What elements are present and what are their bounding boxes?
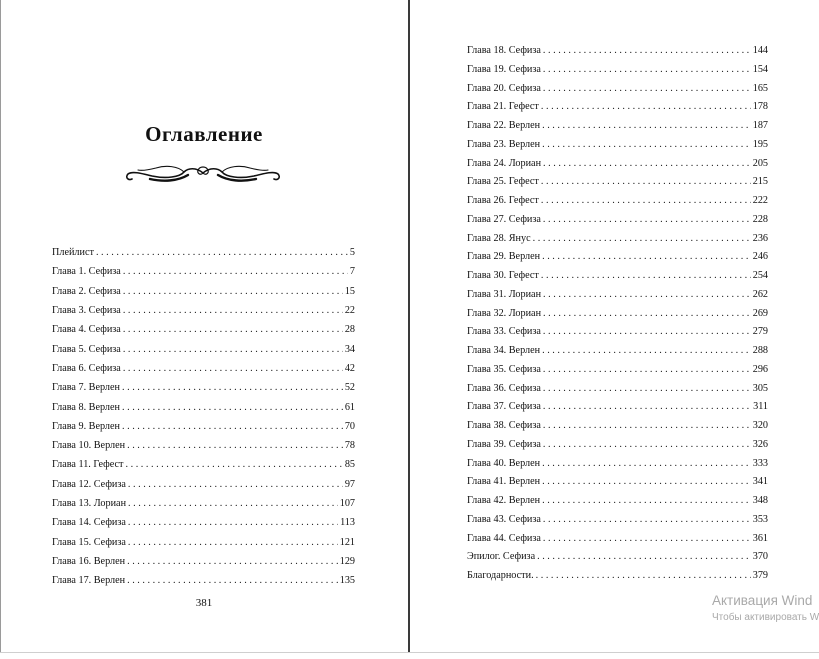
- toc-entry-label: Глава 38. Сефиза: [467, 420, 541, 431]
- toc-entry-page: 348: [752, 495, 768, 506]
- dot-leader: [543, 83, 751, 95]
- dot-leader: [543, 308, 751, 320]
- toc-entry-page: 113: [340, 517, 355, 529]
- toc-entry-label: Благодарности.: [467, 570, 534, 581]
- toc-entry[interactable]: [467, 514, 768, 533]
- toc-entry-page: 144: [752, 45, 768, 56]
- toc-entry-label: Глава 4. Сефиза: [52, 324, 121, 336]
- toc-entry-page: 326: [752, 438, 768, 450]
- windows-activation-watermark: [712, 593, 819, 625]
- toc-entry-page: 269: [752, 307, 768, 319]
- toc-entry[interactable]: [467, 120, 768, 139]
- toc-entry-label: Глава 25. Гефест: [467, 176, 539, 188]
- toc-entry-page: 361: [752, 532, 768, 544]
- toc-entry[interactable]: [467, 176, 768, 195]
- dot-leader: [543, 383, 751, 395]
- toc-entry[interactable]: [52, 421, 355, 440]
- toc-entry-page: 107: [339, 498, 355, 510]
- dot-leader: [543, 514, 751, 526]
- dot-leader: [123, 324, 343, 336]
- dot-leader: [128, 537, 338, 549]
- dot-leader: [122, 421, 343, 433]
- toc-entry[interactable]: [52, 498, 355, 517]
- toc-entry-page: 215: [752, 176, 768, 188]
- dot-leader: [542, 345, 751, 357]
- dot-leader: [123, 266, 348, 278]
- dot-leader: [543, 214, 751, 226]
- toc-entry-page: 34: [344, 343, 355, 355]
- toc-entry-label: Глава 41. Верлен: [467, 476, 541, 488]
- toc-entry-label: Глава 21. Гефест: [467, 101, 539, 113]
- toc-entry-page: 246: [752, 251, 768, 263]
- toc-entry[interactable]: [467, 570, 768, 589]
- toc-entry-label: Глава 10. Верлен: [52, 440, 126, 452]
- toc-entry[interactable]: [467, 551, 768, 570]
- toc-entry-page: 279: [752, 326, 768, 338]
- toc-entry[interactable]: [467, 83, 768, 102]
- dot-leader: [543, 533, 751, 545]
- dot-leader: [543, 326, 751, 338]
- toc-entry-label: Глава 16. Верлен: [52, 556, 126, 567]
- dot-leader: [123, 286, 343, 298]
- toc-entry-page: 320: [752, 420, 768, 431]
- toc-entry-page: 70: [344, 420, 355, 432]
- toc-entry-label: Глава 1. Сефиза: [52, 266, 121, 278]
- dot-leader: [541, 195, 751, 207]
- toc-entry[interactable]: [52, 556, 355, 575]
- dot-leader: [543, 158, 751, 170]
- toc-entry-label: Глава 24. Лориан: [467, 157, 542, 169]
- toc-entry-page: 341: [752, 476, 768, 488]
- toc-entry[interactable]: [467, 289, 768, 308]
- toc-entry-page: 305: [752, 382, 768, 394]
- toc-title: Оглавление: [145, 122, 263, 146]
- toc-entry-label: Глава 37. Сефиза: [467, 401, 541, 413]
- toc-entry[interactable]: [467, 158, 768, 177]
- dot-leader: [128, 517, 338, 529]
- toc-entry-page: 288: [752, 345, 768, 356]
- toc-entry[interactable]: [467, 383, 768, 402]
- toc-list-right: [467, 45, 768, 589]
- dot-leader: [541, 270, 751, 282]
- flourish-ornament: [122, 160, 284, 186]
- toc-entry-page: 85: [344, 459, 355, 471]
- dot-leader: [123, 363, 343, 375]
- toc-entry-label: Глава 33. Сефиза: [467, 326, 541, 338]
- toc-entry-label: Глава 2. Сефиза: [52, 285, 121, 297]
- toc-entry-label: Глава 44. Сефиза: [467, 532, 541, 544]
- toc-entry[interactable]: [52, 247, 355, 266]
- toc-entry-page: 296: [752, 363, 768, 375]
- toc-entry-page: 333: [752, 457, 768, 469]
- toc-entry[interactable]: [52, 305, 355, 324]
- toc-entry[interactable]: [52, 266, 355, 285]
- toc-entry-page: 61: [344, 401, 355, 413]
- toc-entry-label: Глава 31. Лориан: [467, 288, 542, 300]
- dot-leader: [127, 440, 343, 452]
- toc-entry[interactable]: [52, 575, 355, 594]
- toc-entry[interactable]: [467, 326, 768, 345]
- toc-entry-page: 236: [752, 232, 768, 244]
- toc-entry[interactable]: [52, 402, 355, 421]
- toc-entry-label: Глава 8. Верлен: [52, 401, 120, 413]
- dot-leader: [122, 402, 343, 414]
- toc-entry-page: 78: [344, 440, 355, 452]
- toc-entry-label: Глава 12. Сефиза: [52, 478, 126, 490]
- dot-leader: [122, 382, 343, 394]
- toc-entry-page: 187: [752, 120, 768, 131]
- toc-entry-page: 129: [339, 556, 355, 567]
- dot-leader: [536, 570, 751, 582]
- toc-entry-label: Эпилог. Сефиза: [467, 551, 536, 563]
- toc-entry-page: 154: [752, 63, 768, 75]
- toc-entry-label: Глава 3. Сефиза: [52, 304, 121, 316]
- toc-entry-label: Глава 34. Верлен: [467, 345, 541, 356]
- toc-entry[interactable]: [52, 363, 355, 382]
- toc-entry-label: Глава 40. Верлен: [467, 457, 541, 469]
- toc-entry-label: Глава 9. Верлен: [52, 420, 120, 432]
- toc-entry-page: 7: [349, 266, 355, 278]
- toc-entry[interactable]: [52, 344, 355, 363]
- toc-entry-page: 5: [349, 247, 355, 258]
- toc-entry[interactable]: [467, 214, 768, 233]
- spine-divider: [408, 0, 410, 658]
- toc-entry[interactable]: [467, 233, 768, 252]
- toc-entry-page: 205: [752, 157, 768, 169]
- dot-leader: [542, 495, 751, 507]
- dot-leader: [123, 344, 343, 356]
- toc-entry-page: 370: [752, 551, 768, 563]
- toc-entry[interactable]: [467, 345, 768, 364]
- toc-entry[interactable]: [467, 364, 768, 383]
- toc-entry-page: 222: [752, 195, 768, 206]
- toc-entry[interactable]: [467, 101, 768, 120]
- toc-list-left: [52, 247, 355, 595]
- toc-entry-label: Глава 42. Верлен: [467, 495, 541, 506]
- toc-entry[interactable]: [467, 401, 768, 420]
- toc-entry-page: 228: [752, 213, 768, 225]
- toc-entry-label: Глава 22. Верлен: [467, 120, 541, 131]
- watermark-subtitle: Чтобы активировать W: [712, 612, 819, 623]
- dot-leader: [543, 439, 751, 451]
- toc-entry[interactable]: [52, 517, 355, 536]
- toc-entry[interactable]: [467, 495, 768, 514]
- toc-entry[interactable]: [467, 270, 768, 289]
- toc-entry-label: Глава 43. Сефиза: [467, 513, 541, 525]
- toc-entry-label: Глава 13. Лориан: [52, 498, 127, 510]
- toc-entry[interactable]: [467, 64, 768, 83]
- toc-entry-page: 262: [752, 288, 768, 300]
- toc-entry[interactable]: [467, 195, 768, 214]
- toc-entry[interactable]: [52, 479, 355, 498]
- toc-entry-label: Глава 7. Верлен: [52, 382, 120, 394]
- toc-entry[interactable]: [52, 459, 355, 478]
- dot-leader: [543, 364, 751, 376]
- toc-entry-page: 311: [753, 401, 768, 413]
- toc-entry-label: Глава 11. Гефест: [52, 459, 124, 471]
- toc-entry-label: Глава 29. Верлен: [467, 251, 541, 263]
- dot-leader: [542, 458, 751, 470]
- dot-leader: [541, 176, 751, 188]
- dot-leader: [542, 139, 751, 151]
- toc-entry-label: Глава 18. Сефиза: [467, 45, 541, 56]
- toc-entry[interactable]: [467, 439, 768, 458]
- toc-entry-label: Глава 5. Сефиза: [52, 343, 121, 355]
- toc-entry-page: 42: [344, 362, 355, 374]
- dot-leader: [96, 247, 348, 259]
- dot-leader: [543, 420, 751, 432]
- dot-leader: [541, 101, 751, 113]
- dot-leader: [127, 575, 338, 587]
- toc-entry-label: Плейлист: [52, 247, 94, 258]
- toc-entry-label: Глава 30. Гефест: [467, 270, 539, 281]
- dot-leader: [542, 120, 751, 132]
- toc-entry-label: Глава 36. Сефиза: [467, 382, 541, 394]
- page-number: 381: [195, 597, 213, 609]
- toc-entry-page: 353: [752, 513, 768, 525]
- dot-leader: [542, 476, 751, 488]
- dot-leader: [543, 64, 751, 76]
- toc-entry[interactable]: [467, 251, 768, 270]
- dot-leader: [127, 556, 338, 568]
- toc-entry-label: Глава 23. Верлен: [467, 138, 541, 150]
- toc-entry-label: Глава 39. Сефиза: [467, 438, 541, 450]
- toc-entry-label: Глава 28. Янус: [467, 232, 531, 244]
- dot-leader: [533, 233, 751, 245]
- dot-leader: [543, 289, 751, 301]
- toc-entry-page: 121: [339, 536, 355, 548]
- toc-entry-label: Глава 32. Лориан: [467, 307, 542, 319]
- toc-entry-page: 52: [344, 382, 355, 394]
- toc-entry-page: 195: [752, 138, 768, 150]
- watermark-title: Активация Wind: [712, 593, 813, 608]
- toc-entry-page: 165: [752, 82, 768, 94]
- dot-leader: [123, 305, 343, 317]
- toc-entry-label: Глава 26. Гефест: [467, 195, 539, 206]
- toc-entry[interactable]: [467, 308, 768, 327]
- toc-entry-page: 15: [344, 285, 355, 297]
- toc-entry[interactable]: [467, 420, 768, 439]
- toc-entry[interactable]: [52, 286, 355, 305]
- toc-entry-label: Глава 20. Сефиза: [467, 82, 541, 94]
- toc-entry[interactable]: [52, 324, 355, 343]
- toc-entry-page: 254: [752, 270, 768, 281]
- toc-entry-page: 178: [752, 101, 768, 113]
- toc-entry-page: 379: [752, 570, 768, 581]
- dot-leader: [537, 551, 751, 563]
- toc-entry-label: Глава 15. Сефиза: [52, 536, 126, 548]
- toc-entry[interactable]: [467, 533, 768, 552]
- toc-entry-label: Глава 17. Верлен: [52, 575, 126, 587]
- toc-entry-page: 22: [344, 304, 355, 316]
- toc-entry[interactable]: [467, 476, 768, 495]
- toc-entry[interactable]: [52, 537, 355, 556]
- toc-entry-page: 135: [339, 575, 355, 587]
- toc-entry[interactable]: [467, 139, 768, 158]
- toc-entry-page: 28: [344, 324, 355, 336]
- toc-entry-page: 97: [344, 478, 355, 490]
- dot-leader: [128, 498, 338, 510]
- toc-entry-label: Глава 35. Сефиза: [467, 363, 541, 375]
- dot-leader: [542, 251, 751, 263]
- toc-entry-label: Глава 19. Сефиза: [467, 63, 541, 75]
- dot-leader: [543, 45, 751, 57]
- dot-leader: [128, 479, 343, 491]
- toc-entry-label: Глава 14. Сефиза: [52, 517, 126, 529]
- toc-entry-label: Глава 27. Сефиза: [467, 213, 541, 225]
- toc-entry[interactable]: [467, 45, 768, 64]
- toc-entry[interactable]: [52, 440, 355, 459]
- page-edge: [0, 0, 1, 658]
- dot-leader: [126, 459, 343, 471]
- toc-entry-label: Глава 6. Сефиза: [52, 362, 121, 374]
- dot-leader: [543, 401, 751, 413]
- toc-entry[interactable]: [467, 458, 768, 477]
- toc-entry[interactable]: [52, 382, 355, 401]
